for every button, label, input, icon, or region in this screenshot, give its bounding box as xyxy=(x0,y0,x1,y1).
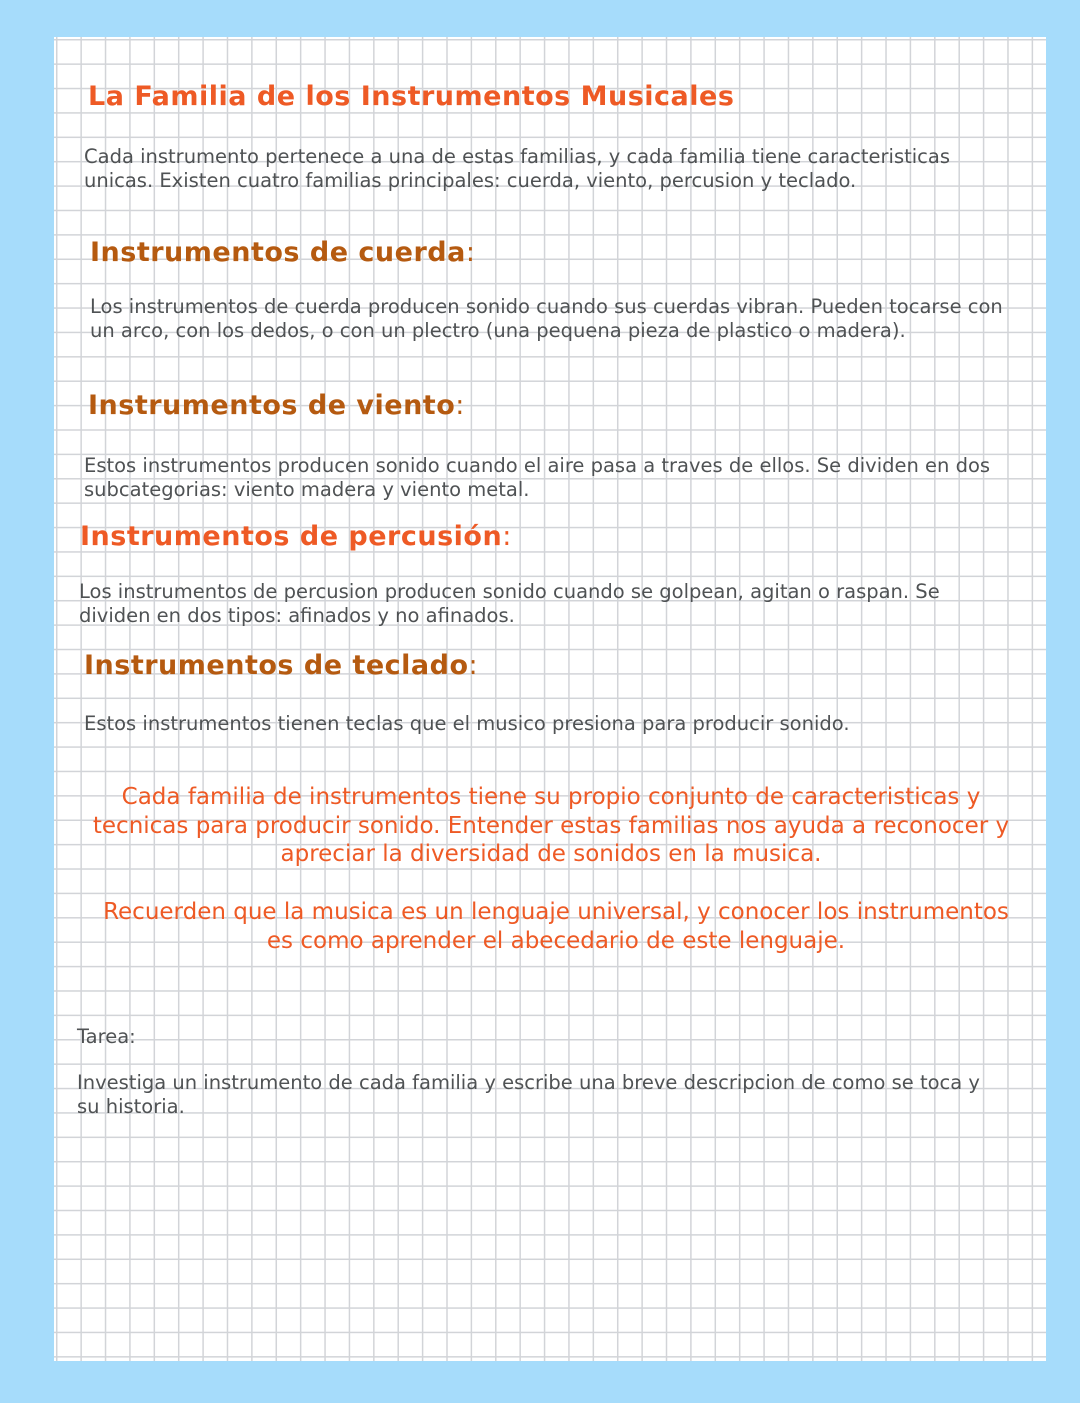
highlight-summary: Cada familia de instrumentos tiene su propio conjunto de caracteristicas y tecnicas para producir sonido. Entender estas familias nos ayuda a reconocer y apreciar la diversidad de sonidos en la musica. xyxy=(92,784,1010,867)
section-heading-cuerda xyxy=(90,237,475,268)
section-heading-percusion-text: Instrumentos de percusión xyxy=(80,521,503,552)
section-heading-viento xyxy=(88,390,465,421)
section-heading-cuerda-colon: : xyxy=(465,237,476,268)
section-heading-cuerda-text: Instrumentos de cuerda xyxy=(90,237,466,268)
highlight-reminder: Recuerden que la musica es un lenguaje universal, y conocer los instrumentos es como aprender el abecedario de este lenguaje. xyxy=(103,899,1009,954)
section-text-percusion: Los instrumentos de percusion producen sonido cuando se golpean, agitan o raspan. Se dividen en dos tipos: afinados y no afinados. xyxy=(79,580,940,627)
page-title: La Familia de los Instrumentos Musicales xyxy=(88,81,735,112)
section-heading-teclado-colon: : xyxy=(468,650,479,681)
section-heading-teclado-text: Instrumentos de teclado xyxy=(84,650,469,681)
section-text-cuerda: Los instrumentos de cuerda producen sonido cuando sus cuerdas vibran. Pueden tocarse con un arco, con los dedos, o con un plectro (una pequena pieza de plastico o madera). xyxy=(90,295,1003,342)
section-heading-percusion-colon: : xyxy=(502,521,512,552)
section-heading-teclado xyxy=(84,650,478,681)
homework-text: Investiga un instrumento de cada familia y escribe una breve descripcion de como se toca y su historia. xyxy=(77,1071,980,1118)
section-heading-percusion xyxy=(80,521,512,552)
intro-paragraph: Cada instrumento pertenece a una de estas familias, y cada familia tiene caracteristicas unicas. Existen cuatro familias principales: cuerda, viento, percusion y teclado. xyxy=(84,145,950,192)
grid-paper-sheet xyxy=(54,37,1046,1361)
section-text-teclado: Estos instrumentos tienen teclas que el musico presiona para producir sonido. xyxy=(84,712,850,735)
section-text-viento: Estos instrumentos producen sonido cuando el aire pasa a traves de ellos. Se dividen en dos subcategorias: viento madera y viento metal. xyxy=(84,454,991,501)
section-heading-viento-text: Instrumentos de viento xyxy=(88,390,456,421)
homework-label: Tarea: xyxy=(77,1025,136,1048)
section-heading-viento-colon: : xyxy=(455,390,465,421)
